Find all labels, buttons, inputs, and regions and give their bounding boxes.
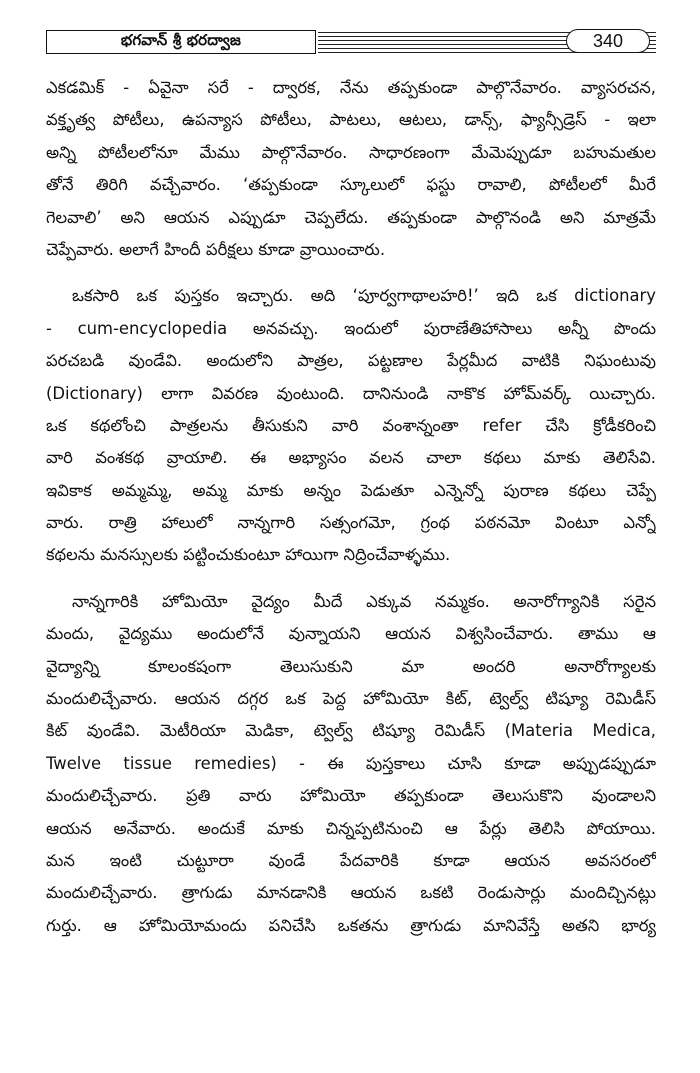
text-line: చెప్పేవారు. అలాగే హిందీ పరీక్షలు కూడా వ్రాయించారు. (46, 239, 386, 259)
text-line: గెలవాలి’ అని ఆయన ఎప్పుడూ చెప్పలేదు. తప్పకుండా పాల్గొనండి అని మాత్రమే (46, 207, 656, 227)
text-line: గుర్తు. ఆ హోమియోమందు పనిచేసి ఒకతను త్రాగుడు మానివేస్తే అతని భార్య (46, 915, 656, 935)
text-line: ఎకడమిక్ - ఏవైనా సరే - ద్వారక, నేను తప్పకుండా పాల్గొనేవారం. వ్యాసరచన, (46, 78, 656, 97)
text-line: మన ఇంటి చుట్టూరా వుండే పేదవారికి కూడా ఆయన అవసరంలో (46, 850, 656, 870)
text-line: - cum-encyclopedia అనవచ్చు. ఇందులో పురాణేతిహాసాలు అన్నీ పొందు (46, 318, 656, 338)
text-line: తోనే తిరిగి వచ్చేవారం. ‘తప్పకుండా స్కూలులో ఫస్టు రావాలి, పోటీలలో మీరే (46, 175, 656, 195)
text-line: మందులిచ్చేవారు. ప్రతి వారు హోమియో తప్పకుండా తెలుసుకొని వుండాలని (46, 786, 656, 806)
running-header (46, 30, 656, 56)
book-title: భగవాన్ శ్రీ భరద్వాజ (46, 30, 316, 54)
text-line: Twelve tissue remedies) - ఈ పుస్తకాలు చూసి కూడా అప్పుడప్పుడూ (46, 753, 656, 773)
text-line: కథలను మనస్సులకు పట్టించుకుంటూ హాయిగా నిద్రించేవాళ్ళము. (46, 545, 451, 565)
text-line: వారి వంశకథ వ్రాయాలి. ఈ అభ్యాసం వలన చాలా కథలు మాకు తెలిసేవి. (46, 448, 656, 468)
paragraph-1 (46, 72, 656, 266)
paragraph-3 (46, 586, 656, 942)
text-line: కిట్ వుండేవి. మెటీరియా మెడికా, ట్వెల్వ్ టిష్యూ రెమిడీస్ (Materia Medica, (46, 721, 656, 741)
text-line: పరచబడి వుండేవి. అందులోని పాత్రల, పట్టణాల పేర్లమీద వాటికి నిఘంటువు (46, 351, 656, 371)
page-number: 340 (566, 29, 650, 53)
text-line: ఒక కథలోంచి పాత్రలను తీసుకుని వారి వంశాన్నంతా refer చేసి క్రోడీకరించి (46, 415, 656, 435)
text-line: నాన్నగారికి హోమియో వైద్యం మీదే ఎక్కువ నమ్మకం. అనారోగ్యానికి సరైన (72, 591, 656, 611)
text-line: మందులిచ్చేవారు. త్రాగుడు మానడానికి ఆయన ఒకటి రెండుసార్లు మందిచ్చినట్లు (46, 883, 656, 903)
text-line: మందులిచ్చేవారు. ఆయన దగ్గర ఒక పెద్ద హోమియో కిట్, ట్వెల్వ్ టిష్యూ రెమిడీస్ (46, 689, 656, 709)
text-line: ఆయన అనేవారు. అందుకే మాకు చిన్నప్పటినుంచి ఆ పేర్లు తెలిసి పోయాయి. (46, 818, 656, 838)
text-line: ఇవికాక అమ్మమ్మ, అమ్మ మాకు అన్నం పెడుతూ ఎన్నెన్నో పురాణ కథలు చెప్పే (46, 480, 656, 500)
text-line: అన్ని పోటీలలోనూ మేము పాల్గొనేవారం. సాధారణంగా మేమెప్పుడూ బహుమతుల (46, 142, 656, 162)
text-line: వక్తృత్వ పోటీలు, ఉపన్యాస పోటీలు, పాటలు, ఆటలు, డాన్స్, ఫ్యాన్సీడ్రెస్ - ఇలా (46, 110, 656, 130)
text-line: (Dictionary) లాగా వివరణ వుంటుంది. దానినుండి నాకొక హోమ్‌వర్క్ యిచ్చారు. (46, 383, 656, 403)
paragraph-2 (46, 280, 656, 572)
text-line: మందు, వైద్యము అందులోనే వున్నాయని ఆయన విశ్వసించేవారు. తాము ఆ (46, 624, 656, 644)
text-line: వైద్యాన్ని కూలంకషంగా తెలుసుకుని మా అందరి అనారోగ్యాలకు (46, 656, 656, 676)
text-line: వారు. రాత్రి హాలులో నాన్నగారి సత్సంగమో, గ్రంథ పఠనమో వింటూ ఎన్నో (46, 513, 656, 533)
body-text (46, 72, 656, 942)
text-line: ఒకసారి ఒక పుస్తకం ఇచ్చారు. అది ‘పూర్వగాథాలహరి!’ ఇది ఒక dictionary (72, 286, 656, 306)
